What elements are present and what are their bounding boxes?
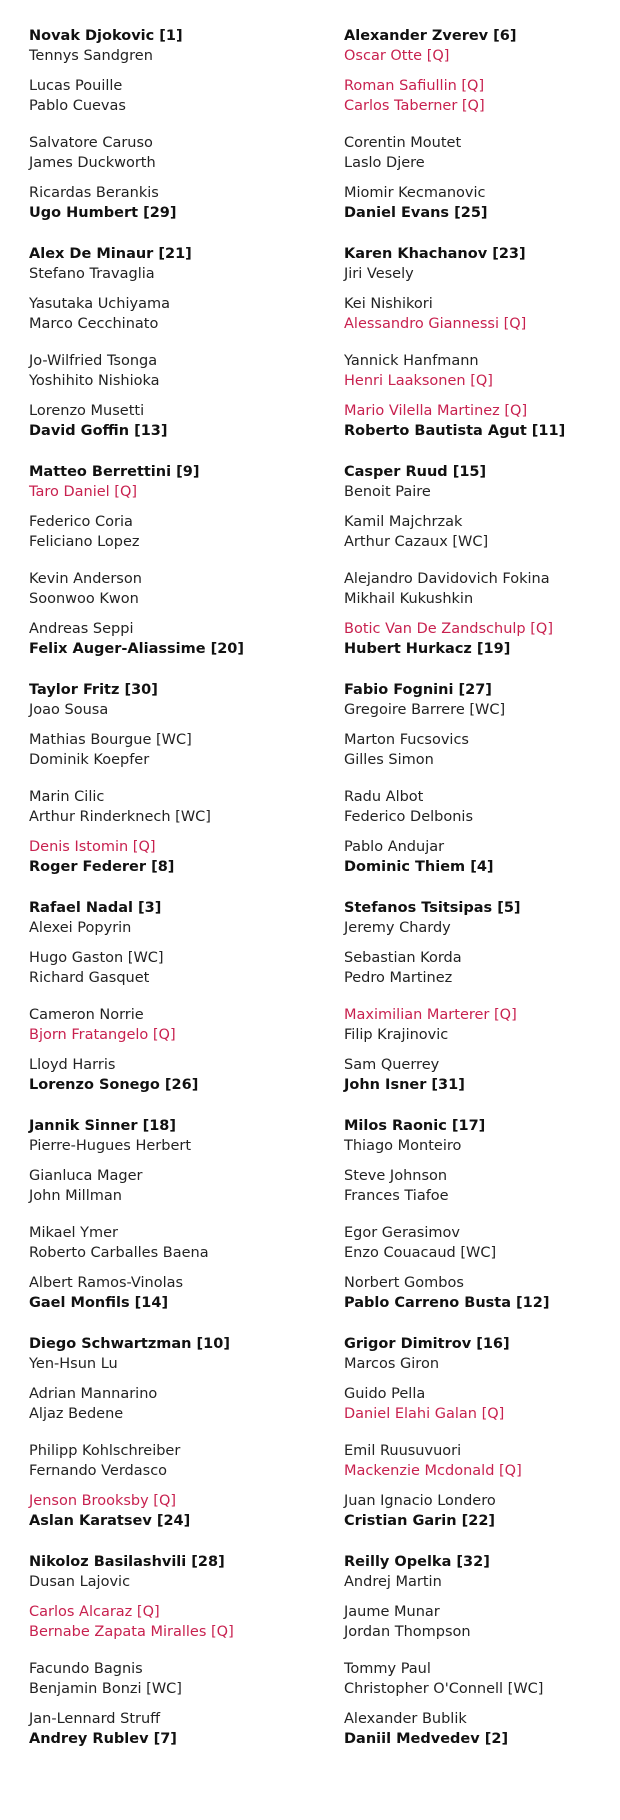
qualifier-player-name: Carlos Taberner [Q] <box>344 98 485 114</box>
player-name: Stefano Travaglia <box>29 266 155 282</box>
first-round-match <box>344 730 620 770</box>
seeded-player-name: David Goffin [13] <box>29 423 168 439</box>
player-name: Kevin Anderson <box>29 571 142 587</box>
first-round-match <box>29 76 329 116</box>
player-name: Ricardas Berankis <box>29 185 159 201</box>
first-round-match <box>344 512 620 552</box>
player-name: Juan Ignacio Londero <box>344 1493 496 1509</box>
qualifier-player-name: Jenson Brooksby [Q] <box>29 1493 177 1509</box>
player-name: Marin Cilic <box>29 789 105 805</box>
player-name: Facundo Bagnis <box>29 1661 143 1677</box>
first-round-match <box>344 133 620 173</box>
first-round-match <box>29 1334 329 1374</box>
seeded-player-name: Cristian Garin [22] <box>344 1513 496 1529</box>
first-round-match <box>29 401 329 441</box>
qualifier-player-name: Carlos Alcaraz [Q] <box>29 1604 160 1620</box>
player-name: Christopher O'Connell [WC] <box>344 1681 544 1697</box>
first-round-match <box>344 1223 620 1263</box>
first-round-match <box>344 294 620 334</box>
player-name: Kamil Majchrzak <box>344 514 463 530</box>
first-round-match <box>29 462 329 502</box>
player-name: Dominik Koepfer <box>29 752 150 768</box>
qualifier-player-name: Mario Vilella Martinez [Q] <box>344 403 528 419</box>
first-round-match <box>344 401 620 441</box>
player-name: Tennys Sandgren <box>29 48 153 64</box>
first-round-match <box>344 244 620 284</box>
first-round-match <box>29 730 329 770</box>
first-round-match <box>344 1552 620 1592</box>
player-name: Soonwoo Kwon <box>29 591 139 607</box>
first-round-match <box>344 948 620 988</box>
first-round-match <box>29 351 329 391</box>
player-name: James Duckworth <box>29 155 156 171</box>
seeded-player-name: Gael Monfils [14] <box>29 1295 169 1311</box>
first-round-match <box>344 837 620 877</box>
player-name: Kei Nishikori <box>344 296 433 312</box>
qualifier-player-name: Taro Daniel [Q] <box>29 484 138 500</box>
player-name: Mathias Bourgue [WC] <box>29 732 192 748</box>
first-round-match <box>29 183 329 223</box>
first-round-match <box>29 1384 329 1424</box>
player-name: Corentin Moutet <box>344 135 462 151</box>
first-round-match <box>29 898 329 938</box>
first-round-match <box>344 1116 620 1156</box>
first-round-match <box>344 351 620 391</box>
first-round-match <box>29 244 329 284</box>
seeded-player-name: Karen Khachanov [23] <box>344 246 526 262</box>
player-name: Alexei Popyrin <box>29 920 132 936</box>
first-round-match <box>29 133 329 173</box>
first-round-match <box>29 1441 329 1481</box>
seeded-player-name: Felix Auger-Aliassime [20] <box>29 641 245 657</box>
player-name: Mikael Ymer <box>29 1225 118 1241</box>
player-name: Enzo Couacaud [WC] <box>344 1245 497 1261</box>
player-name: Sam Querrey <box>344 1057 440 1073</box>
player-name: Jordan Thompson <box>344 1624 471 1640</box>
first-round-match <box>29 1602 329 1642</box>
first-round-match <box>29 1055 329 1095</box>
player-name: Benoit Paire <box>344 484 431 500</box>
player-name: Pablo Cuevas <box>29 98 126 114</box>
seeded-player-name: Stefanos Tsitsipas [5] <box>344 900 521 916</box>
player-name: Thiago Monteiro <box>344 1138 462 1154</box>
player-name: Adrian Mannarino <box>29 1386 158 1402</box>
player-name: Arthur Cazaux [WC] <box>344 534 489 550</box>
player-name: Pierre-Hugues Herbert <box>29 1138 192 1154</box>
qualifier-player-name: Daniel Elahi Galan [Q] <box>344 1406 505 1422</box>
player-name: Pablo Andujar <box>344 839 445 855</box>
seeded-player-name: Taylor Fritz [30] <box>29 682 158 698</box>
player-name: Roberto Carballes Baena <box>29 1245 209 1261</box>
first-round-match <box>344 183 620 223</box>
seeded-player-name: John Isner [31] <box>344 1077 465 1093</box>
player-name: Philipp Kohlschreiber <box>29 1443 181 1459</box>
player-name: Joao Sousa <box>29 702 109 718</box>
player-name: Frances Tiafoe <box>344 1188 449 1204</box>
first-round-match <box>344 1273 620 1313</box>
player-name: Yasutaka Uchiyama <box>29 296 170 312</box>
first-round-match <box>29 1709 329 1749</box>
qualifier-player-name: Botic Van De Zandschulp [Q] <box>344 621 553 637</box>
player-name: Marton Fucsovics <box>344 732 469 748</box>
seeded-player-name: Matteo Berrettini [9] <box>29 464 200 480</box>
first-round-match <box>29 1273 329 1313</box>
first-round-match <box>344 1055 620 1095</box>
seeded-player-name: Diego Schwartzman [10] <box>29 1336 230 1352</box>
first-round-match <box>344 76 620 116</box>
player-name: Laslo Djere <box>344 155 425 171</box>
qualifier-player-name: Bjorn Fratangelo [Q] <box>29 1027 176 1043</box>
qualifier-player-name: Bernabe Zapata Miralles [Q] <box>29 1624 234 1640</box>
player-name: Arthur Rinderknech [WC] <box>29 809 211 825</box>
player-name: Yen-Hsun Lu <box>29 1356 118 1372</box>
first-round-match <box>344 1709 620 1749</box>
player-name: Yoshihito Nishioka <box>29 373 160 389</box>
player-name: Jo-Wilfried Tsonga <box>29 353 158 369</box>
player-name: Dusan Lajovic <box>29 1574 131 1590</box>
qualifier-player-name: Oscar Otte [Q] <box>344 48 450 64</box>
seeded-player-name: Aslan Karatsev [24] <box>29 1513 191 1529</box>
seeded-player-name: Roberto Bautista Agut [11] <box>344 423 566 439</box>
first-round-match <box>29 569 329 609</box>
seeded-player-name: Milos Raonic [17] <box>344 1118 486 1134</box>
player-name: Albert Ramos-Vinolas <box>29 1275 184 1291</box>
first-round-match <box>344 1441 620 1481</box>
qualifier-player-name: Denis Istomin [Q] <box>29 839 156 855</box>
player-name: Mikhail Kukushkin <box>344 591 474 607</box>
player-name: Guido Pella <box>344 1386 426 1402</box>
first-round-match <box>344 1602 620 1642</box>
seeded-player-name: Reilly Opelka [32] <box>344 1554 490 1570</box>
qualifier-player-name: Mackenzie Mcdonald [Q] <box>344 1463 522 1479</box>
seeded-player-name: Alex De Minaur [21] <box>29 246 192 262</box>
player-name: Gianluca Mager <box>29 1168 143 1184</box>
seeded-player-name: Fabio Fognini [27] <box>344 682 492 698</box>
seeded-player-name: Jannik Sinner [18] <box>29 1118 177 1134</box>
first-round-match <box>29 837 329 877</box>
player-name: Jiri Vesely <box>344 266 414 282</box>
player-name: Lloyd Harris <box>29 1057 116 1073</box>
first-round-match <box>344 1659 620 1699</box>
first-round-match <box>344 462 620 502</box>
player-name: Jaume Munar <box>344 1604 440 1620</box>
seeded-player-name: Lorenzo Sonego [26] <box>29 1077 199 1093</box>
seeded-player-name: Nikoloz Basilashvili [28] <box>29 1554 225 1570</box>
seeded-player-name: Dominic Thiem [4] <box>344 859 494 875</box>
first-round-match <box>344 1384 620 1424</box>
player-name: Steve Johnson <box>344 1168 448 1184</box>
seeded-player-name: Grigor Dimitrov [16] <box>344 1336 510 1352</box>
player-name: Marco Cecchinato <box>29 316 159 332</box>
player-name: Federico Coria <box>29 514 133 530</box>
player-name: Jan-Lennard Struff <box>29 1711 161 1727</box>
first-round-match <box>344 1491 620 1531</box>
player-name: Filip Krajinovic <box>344 1027 449 1043</box>
player-name: Richard Gasquet <box>29 970 150 986</box>
qualifier-player-name: Maximilian Marterer [Q] <box>344 1007 517 1023</box>
player-name: Salvatore Caruso <box>29 135 153 151</box>
first-round-match <box>29 294 329 334</box>
qualifier-player-name: Alessandro Giannessi [Q] <box>344 316 527 332</box>
player-name: Sebastian Korda <box>344 950 462 966</box>
player-name: Lorenzo Musetti <box>29 403 145 419</box>
first-round-match <box>344 569 620 609</box>
player-name: Pedro Martinez <box>344 970 453 986</box>
first-round-match <box>344 898 620 938</box>
seeded-player-name: Daniil Medvedev [2] <box>344 1731 509 1747</box>
first-round-match <box>29 1005 329 1045</box>
seeded-player-name: Pablo Carreno Busta [12] <box>344 1295 550 1311</box>
player-name: Emil Ruusuvuori <box>344 1443 462 1459</box>
player-name: Cameron Norrie <box>29 1007 144 1023</box>
player-name: Gregoire Barrere [WC] <box>344 702 506 718</box>
first-round-match <box>344 680 620 720</box>
seeded-player-name: Novak Djokovic [1] <box>29 28 183 44</box>
player-name: Lucas Pouille <box>29 78 123 94</box>
player-name: Hugo Gaston [WC] <box>29 950 164 966</box>
player-name: Yannick Hanfmann <box>344 353 479 369</box>
first-round-match <box>29 1659 329 1699</box>
seeded-player-name: Alexander Zverev [6] <box>344 28 517 44</box>
first-round-match <box>29 1223 329 1263</box>
player-name: Fernando Verdasco <box>29 1463 168 1479</box>
player-name: Alexander Bublik <box>344 1711 467 1727</box>
player-name: Gilles Simon <box>344 752 434 768</box>
first-round-match <box>29 1491 329 1531</box>
seeded-player-name: Roger Federer [8] <box>29 859 175 875</box>
first-round-match <box>29 1552 329 1592</box>
first-round-match <box>344 787 620 827</box>
player-name: Miomir Kecmanovic <box>344 185 486 201</box>
player-name: Federico Delbonis <box>344 809 473 825</box>
player-name: Andreas Seppi <box>29 621 134 637</box>
seeded-player-name: Daniel Evans [25] <box>344 205 488 221</box>
first-round-match <box>29 512 329 552</box>
player-name: Benjamin Bonzi [WC] <box>29 1681 182 1697</box>
qualifier-player-name: Roman Safiullin [Q] <box>344 78 485 94</box>
seeded-player-name: Andrey Rublev [7] <box>29 1731 177 1747</box>
player-name: Norbert Gombos <box>344 1275 464 1291</box>
first-round-match <box>29 948 329 988</box>
first-round-match <box>29 787 329 827</box>
first-round-match <box>29 1116 329 1156</box>
first-round-match <box>344 619 620 659</box>
player-name: Tommy Paul <box>344 1661 431 1677</box>
first-round-match <box>29 680 329 720</box>
seeded-player-name: Ugo Humbert [29] <box>29 205 177 221</box>
player-name: Alejandro Davidovich Fokina <box>344 571 550 587</box>
seeded-player-name: Rafael Nadal [3] <box>29 900 162 916</box>
player-name: Feliciano Lopez <box>29 534 140 550</box>
seeded-player-name: Hubert Hurkacz [19] <box>344 641 511 657</box>
player-name: Egor Gerasimov <box>344 1225 460 1241</box>
player-name: Andrej Martin <box>344 1574 442 1590</box>
player-name: Marcos Giron <box>344 1356 440 1372</box>
first-round-match <box>344 1166 620 1206</box>
first-round-match <box>344 26 620 66</box>
player-name: John Millman <box>29 1188 122 1204</box>
first-round-match <box>344 1005 620 1045</box>
first-round-match <box>29 26 329 66</box>
first-round-match <box>29 619 329 659</box>
player-name: Radu Albot <box>344 789 424 805</box>
player-name: Jeremy Chardy <box>344 920 451 936</box>
seeded-player-name: Casper Ruud [15] <box>344 464 487 480</box>
first-round-match <box>29 1166 329 1206</box>
first-round-match <box>344 1334 620 1374</box>
player-name: Aljaz Bedene <box>29 1406 124 1422</box>
qualifier-player-name: Henri Laaksonen [Q] <box>344 373 493 389</box>
